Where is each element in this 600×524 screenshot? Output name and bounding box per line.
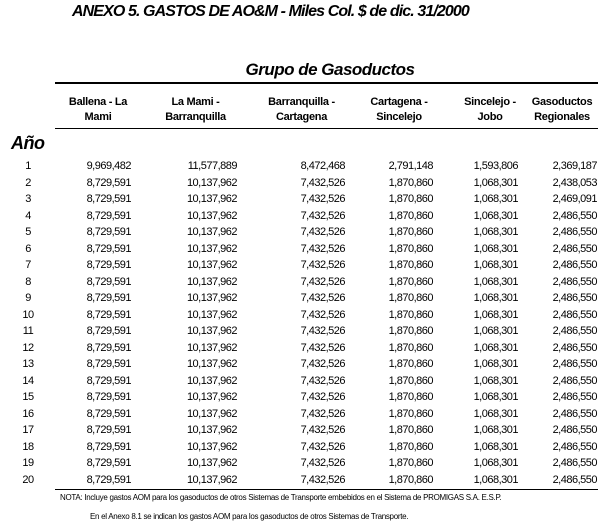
ballena-la-mami-cell: 8,729,591 (86, 473, 131, 486)
ballena-la-mami-cell: 8,729,591 (86, 358, 131, 370)
header-top-rule (55, 82, 598, 84)
barranquilla-cartagena-cell: 7,432,526 (300, 391, 345, 403)
barranquilla-cartagena-cell: 7,432,526 (300, 325, 345, 337)
la-mami-barranquilla-cell: 10,137,962 (186, 275, 237, 288)
ballena-la-mami-cell: 8,729,591 (86, 193, 131, 205)
sincelejo-jobo-cell: 1,068,301 (473, 275, 518, 288)
barranquilla-cartagena-cell: 7,432,526 (300, 424, 345, 436)
la-mami-barranquilla-cell: 10,137,962 (186, 176, 237, 189)
sincelejo-jobo-cell: 1,068,301 (473, 424, 518, 436)
cartagena-sincelejo-cell: 1,870,860 (388, 209, 433, 222)
sincelejo-jobo-cell: 1,068,301 (473, 440, 518, 453)
column-header-sincelejo-jobo: Sincelejo - Jobo (464, 96, 516, 123)
la-mami-barranquilla-cell: 10,137,962 (186, 341, 237, 354)
barranquilla-cartagena-cell: 7,432,526 (300, 374, 345, 387)
table-row (0, 224, 600, 240)
sincelejo-jobo-cell: 1,068,301 (473, 308, 518, 321)
cartagena-sincelejo-cell: 1,870,860 (388, 325, 433, 337)
cartagena-sincelejo-cell: 1,870,860 (388, 440, 433, 453)
cartagena-sincelejo-cell: 1,870,860 (388, 473, 433, 486)
gasoductos-regionales-cell: 2,486,550 (552, 391, 597, 403)
barranquilla-cartagena-cell: 7,432,526 (300, 242, 345, 255)
la-mami-barranquilla-cell: 10,137,962 (186, 193, 237, 205)
cartagena-sincelejo-cell: 1,870,860 (388, 391, 433, 403)
gasoductos-regionales-cell: 2,486,550 (552, 407, 597, 420)
table-row (0, 356, 600, 372)
cartagena-sincelejo-cell: 1,870,860 (388, 341, 433, 354)
cartagena-sincelejo-cell: 1,870,860 (388, 358, 433, 370)
gasoductos-regionales-cell: 2,486,550 (552, 275, 597, 288)
ballena-la-mami-cell: 8,729,591 (86, 308, 131, 321)
gasoductos-regionales-cell: 2,438,053 (552, 176, 597, 189)
year-cell: 13 (22, 358, 34, 370)
ballena-la-mami-cell: 8,729,591 (86, 242, 131, 255)
barranquilla-cartagena-cell: 7,432,526 (300, 176, 345, 189)
year-cell: 10 (22, 308, 34, 321)
column-header-ballena-la-mami: Ballena - La Mami (68, 96, 128, 123)
gasoductos-regionales-cell: 2,486,550 (552, 226, 597, 238)
sincelejo-jobo-cell: 1,068,301 (473, 457, 518, 469)
year-cell: 14 (22, 374, 34, 387)
cartagena-sincelejo-cell: 1,870,860 (388, 374, 433, 387)
table-row (0, 191, 600, 207)
la-mami-barranquilla-cell: 10,137,962 (186, 440, 237, 453)
barranquilla-cartagena-cell: 7,432,526 (300, 275, 345, 288)
table-row (0, 406, 600, 422)
ballena-la-mami-cell: 8,729,591 (86, 424, 131, 436)
la-mami-barranquilla-cell: 10,137,962 (186, 292, 237, 304)
cartagena-sincelejo-cell: 1,870,860 (388, 407, 433, 420)
gasoductos-regionales-cell: 2,486,550 (552, 440, 597, 453)
sincelejo-jobo-cell: 1,068,301 (473, 473, 518, 486)
document-title: ANEXO 5. GASTOS DE AO&M - Miles Col. $ de dic. 31/2000 (72, 3, 469, 20)
year-cell: 4 (25, 209, 31, 222)
gasoductos-regionales-cell: 2,486,550 (552, 424, 597, 436)
ballena-la-mami-cell: 9,969,482 (86, 160, 131, 172)
sincelejo-jobo-cell: 1,068,301 (473, 226, 518, 238)
ballena-la-mami-cell: 8,729,591 (86, 407, 131, 420)
ballena-la-mami-cell: 8,729,591 (86, 292, 131, 304)
sincelejo-jobo-cell: 1,068,301 (473, 209, 518, 222)
note-line-2: En el Anexo 8.1 se indican los gastos AOM para los gasoductos de otros Sistemas de Transporte. (90, 512, 409, 521)
barranquilla-cartagena-cell: 7,432,526 (300, 259, 345, 271)
table-row (0, 307, 600, 323)
la-mami-barranquilla-cell: 11,577,889 (187, 160, 237, 172)
cartagena-sincelejo-cell: 1,870,860 (388, 259, 433, 271)
ballena-la-mami-cell: 8,729,591 (86, 457, 131, 469)
year-cell: 2 (25, 176, 31, 189)
ballena-la-mami-cell: 8,729,591 (86, 440, 131, 453)
gasoductos-regionales-cell: 2,486,550 (552, 325, 597, 337)
sincelejo-jobo-cell: 1,068,301 (473, 407, 518, 420)
la-mami-barranquilla-cell: 10,137,962 (186, 391, 237, 403)
sincelejo-jobo-cell: 1,068,301 (473, 176, 518, 189)
gasoductos-regionales-cell: 2,486,550 (552, 358, 597, 370)
sincelejo-jobo-cell: 1,068,301 (473, 391, 518, 403)
gasoductos-regionales-cell: 2,486,550 (552, 259, 597, 271)
table-row (0, 455, 600, 471)
sincelejo-jobo-cell: 1,593,806 (473, 160, 518, 172)
gasoductos-regionales-cell: 2,369,187 (552, 160, 597, 172)
table-row (0, 422, 600, 438)
la-mami-barranquilla-cell: 10,137,962 (186, 374, 237, 387)
barranquilla-cartagena-cell: 7,432,526 (300, 226, 345, 238)
cartagena-sincelejo-cell: 1,870,860 (388, 292, 433, 304)
cartagena-sincelejo-cell: 1,870,860 (388, 424, 433, 436)
sincelejo-jobo-cell: 1,068,301 (473, 325, 518, 337)
year-cell: 12 (22, 341, 34, 354)
cartagena-sincelejo-cell: 1,870,860 (388, 457, 433, 469)
barranquilla-cartagena-cell: 7,432,526 (300, 407, 345, 420)
barranquilla-cartagena-cell: 7,432,526 (300, 440, 345, 453)
barranquilla-cartagena-cell: 7,432,526 (300, 358, 345, 370)
cartagena-sincelejo-cell: 1,870,860 (388, 242, 433, 255)
column-header-la-mami-barranquilla: La Mami - Barranquilla (165, 96, 226, 123)
group-header: Grupo de Gasoductos (245, 60, 415, 79)
year-cell: 20 (22, 473, 34, 486)
table-row (0, 439, 600, 455)
year-cell: 9 (25, 292, 31, 304)
table-row (0, 340, 600, 356)
gasoductos-regionales-cell: 2,469,091 (552, 193, 597, 205)
ballena-la-mami-cell: 8,729,591 (86, 275, 131, 288)
ballena-la-mami-cell: 8,729,591 (86, 259, 131, 271)
year-cell: 15 (22, 391, 34, 403)
barranquilla-cartagena-cell: 8,472,468 (300, 160, 345, 172)
barranquilla-cartagena-cell: 7,432,526 (300, 193, 345, 205)
la-mami-barranquilla-cell: 10,137,962 (186, 473, 237, 486)
header-bottom-rule (55, 128, 598, 129)
ballena-la-mami-cell: 8,729,591 (86, 374, 131, 387)
barranquilla-cartagena-cell: 7,432,526 (300, 341, 345, 354)
sincelejo-jobo-cell: 1,068,301 (473, 374, 518, 387)
gasoductos-regionales-cell: 2,486,550 (552, 209, 597, 222)
ballena-la-mami-cell: 8,729,591 (86, 325, 131, 337)
ballena-la-mami-cell: 8,729,591 (86, 176, 131, 189)
year-cell: 1 (25, 160, 31, 172)
ballena-la-mami-cell: 8,729,591 (86, 391, 131, 403)
barranquilla-cartagena-cell: 7,432,526 (300, 209, 345, 222)
table-row (0, 472, 600, 488)
barranquilla-cartagena-cell: 7,432,526 (300, 473, 345, 486)
sincelejo-jobo-cell: 1,068,301 (473, 242, 518, 255)
table-row (0, 241, 600, 257)
table-row (0, 208, 600, 224)
barranquilla-cartagena-cell: 7,432,526 (300, 308, 345, 321)
la-mami-barranquilla-cell: 10,137,962 (186, 358, 237, 370)
year-cell: 5 (25, 226, 31, 238)
year-cell: 7 (25, 259, 31, 271)
gasoductos-regionales-cell: 2,486,550 (552, 457, 597, 469)
gasoductos-regionales-cell: 2,486,550 (552, 374, 597, 387)
table-row (0, 389, 600, 405)
la-mami-barranquilla-cell: 10,137,962 (186, 209, 237, 222)
sincelejo-jobo-cell: 1,068,301 (473, 259, 518, 271)
year-cell: 18 (22, 440, 34, 453)
year-cell: 6 (25, 242, 31, 255)
ballena-la-mami-cell: 8,729,591 (86, 341, 131, 354)
barranquilla-cartagena-cell: 7,432,526 (300, 292, 345, 304)
sincelejo-jobo-cell: 1,068,301 (473, 341, 518, 354)
ballena-la-mami-cell: 8,729,591 (86, 226, 131, 238)
table-row (0, 175, 600, 191)
column-header-cartagena-sincelejo: Cartagena - Sincelejo (370, 96, 428, 123)
table-row (0, 290, 600, 306)
table-row (0, 158, 600, 174)
year-cell: 19 (22, 457, 34, 469)
year-cell: 8 (25, 275, 31, 288)
cartagena-sincelejo-cell: 1,870,860 (388, 308, 433, 321)
year-cell: 17 (22, 424, 34, 436)
note-line-1: NOTA: Incluye gastos AOM para los gasoductos de otros Sistemas de Transporte embebidos en el Sistema de PROMIGAS S.A. E.S.P. (60, 493, 502, 502)
sincelejo-jobo-cell: 1,068,301 (473, 193, 518, 205)
year-cell: 3 (25, 193, 31, 205)
la-mami-barranquilla-cell: 10,137,962 (186, 457, 237, 469)
column-header-barranquilla-cartagena: Barranquilla - Cartagena (268, 96, 335, 123)
column-header-gasoductos-regionales: Gasoductos Regionales (531, 96, 593, 123)
year-cell: 11 (22, 325, 34, 337)
gasoductos-regionales-cell: 2,486,550 (552, 473, 597, 486)
cartagena-sincelejo-cell: 1,870,860 (388, 176, 433, 189)
table-bottom-rule (55, 489, 598, 490)
gasoductos-regionales-cell: 2,486,550 (552, 292, 597, 304)
gasoductos-regionales-cell: 2,486,550 (552, 341, 597, 354)
la-mami-barranquilla-cell: 10,137,962 (186, 325, 237, 337)
la-mami-barranquilla-cell: 10,137,962 (186, 308, 237, 321)
la-mami-barranquilla-cell: 10,137,962 (186, 407, 237, 420)
barranquilla-cartagena-cell: 7,432,526 (300, 457, 345, 469)
table-row (0, 373, 600, 389)
cartagena-sincelejo-cell: 1,870,860 (388, 275, 433, 288)
sincelejo-jobo-cell: 1,068,301 (473, 292, 518, 304)
year-cell: 16 (22, 407, 34, 420)
table-row (0, 257, 600, 273)
table-row (0, 274, 600, 290)
table-row (0, 323, 600, 339)
ballena-la-mami-cell: 8,729,591 (86, 209, 131, 222)
la-mami-barranquilla-cell: 10,137,962 (186, 259, 237, 271)
cartagena-sincelejo-cell: 1,870,860 (388, 226, 433, 238)
sincelejo-jobo-cell: 1,068,301 (473, 358, 518, 370)
cartagena-sincelejo-cell: 2,791,148 (388, 160, 433, 172)
gasoductos-regionales-cell: 2,486,550 (552, 242, 597, 255)
la-mami-barranquilla-cell: 10,137,962 (186, 424, 237, 436)
cartagena-sincelejo-cell: 1,870,860 (388, 193, 433, 205)
year-label: Año (11, 133, 45, 153)
la-mami-barranquilla-cell: 10,137,962 (186, 226, 237, 238)
gasoductos-regionales-cell: 2,486,550 (552, 308, 597, 321)
la-mami-barranquilla-cell: 10,137,962 (186, 242, 237, 255)
